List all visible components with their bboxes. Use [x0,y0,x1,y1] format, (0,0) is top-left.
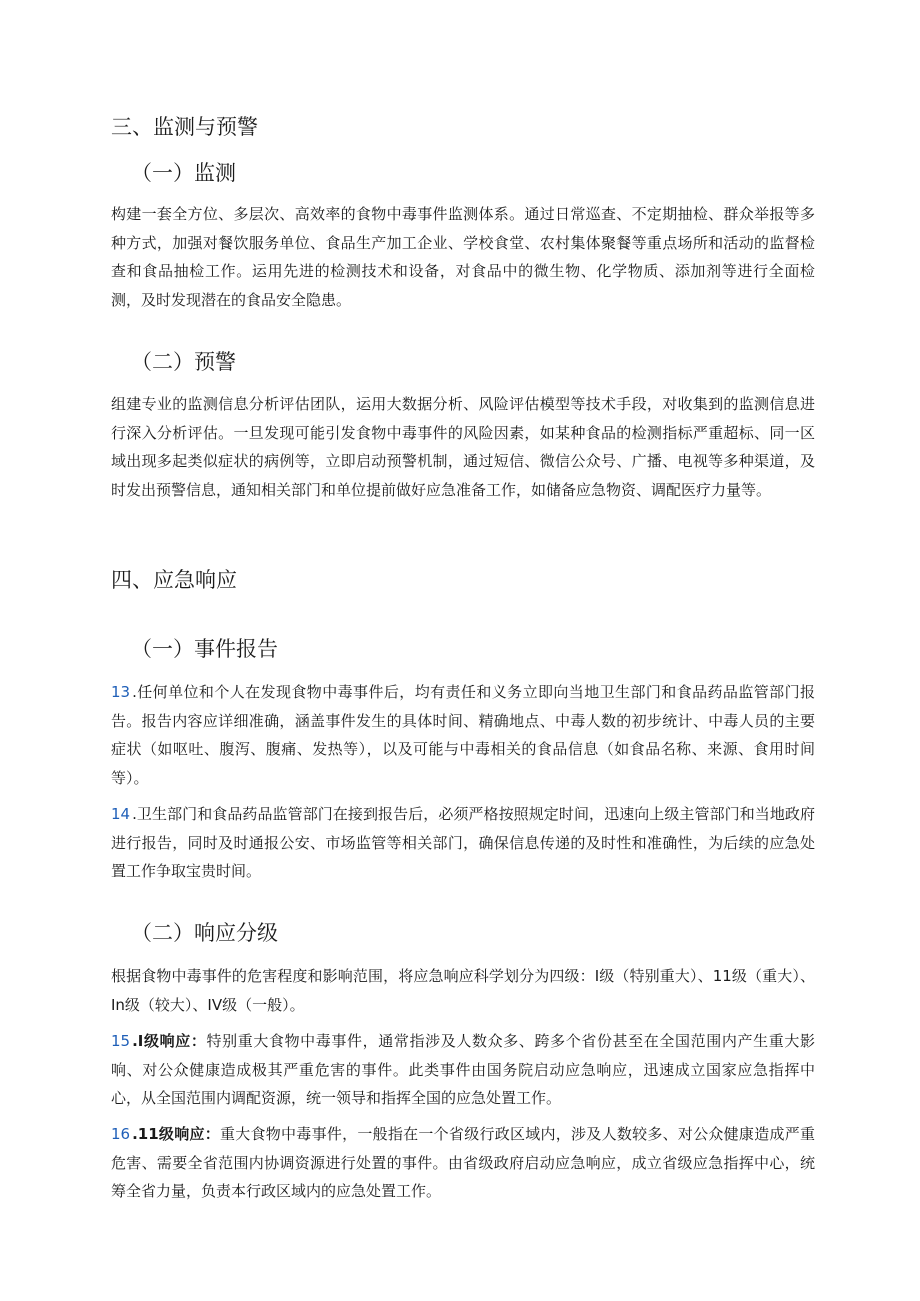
list-item-text: 特别重大食物中毒事件，通常指涉及人数众多、跨多个省份甚至在全国范围内产生重大影响、对公众健康造成极其严重危害的事件。此类事件由国务院启动应急响应，迅速成立国家应急指挥中心，从全国范围内调配资源，统一领导和指挥全国的应急处置工作。 [111,1032,815,1107]
list-item-text: .任何单位和个人在发现食物中毒事件后，均有责任和义务立即向当地卫生部门和食品药品监管部门报告。报告内容应详细准确，涵盖事件发生的具体时间、精确地点、中毒人数的初步统计、中毒人员的主要症状（如呕吐、腹泻、腹痛、发热等），以及可能与中毒相关的食品信息（如食品名称、来源、食用时间等）。 [111,683,815,787]
subheading-monitoring: （一）监测 [131,161,236,185]
subheading-event-report: （一）事件报告 [131,637,278,661]
list-item-lead: .I级响应： [132,1032,207,1050]
list-number: 15 [111,1032,131,1050]
list-number: 13 [111,683,131,701]
list-item-lead: .11级响应： [132,1125,220,1143]
paragraph-monitoring: 构建一套全方位、多层次、高效率的食物中毒事件监测体系。通过日常巡查、不定期抽检、群众举报等多种方式，加强对餐饮服务单位、食品生产加工企业、学校食堂、农村集体聚餐等重点场所和活动的监督检查和食品抽检工作。运用先进的检测技术和设备，对食品中的微生物、化学物质、添加剂等进行全面检测，及时发现潜在的食品安全隐患。 [111,205,815,309]
list-item-text: .卫生部门和食品药品监管部门在接到报告后，必须严格按照规定时间，迅速向上级主管部门和当地政府进行报告，同时及时通报公安、市场监管等相关部门，确保信息传递的及时性和准确性，为后续的应急处置工作争取宝贵时间。 [111,805,815,880]
list-item-13 [111,678,815,792]
paragraph-warning: 组建专业的监测信息分析评估团队，运用大数据分析、风险评估模型等技术手段，对收集到的监测信息进行深入分析评估。一旦发现可能引发食物中毒事件的风险因素，如某种食品的检测指标严重超标、同一区域出现多起类似症状的病例等，立即启动预警机制，通过短信、微信公众号、广播、电视等多种渠道，及时发出预警信息，通知相关部门和单位提前做好应急准备工作，如储备应急物资、调配医疗力量等。 [111,395,815,499]
section-heading-monitoring-warning: 三、监测与预警 [111,115,258,139]
list-number: 16 [111,1125,131,1143]
list-item-text: 重大食物中毒事件，一般指在一个省级行政区域内，涉及人数较多、对公众健康造成严重危害、需要全省范围内协调资源进行处置的事件。由省级政府启动应急响应，成立省级应急指挥中心，统筹全省力量，负责本行政区域内的应急处置工作。 [111,1125,815,1200]
list-item-14 [111,800,815,886]
subheading-response-levels: （二）响应分级 [131,921,278,945]
paragraph-response-levels-intro: 根据食物中毒事件的危害程度和影响范围，将应急响应科学划分为四级：I级（特别重大）、11级（重大）、In级（较大）、IV级（一般）。 [111,967,816,1014]
list-item-15 [111,1027,815,1113]
list-item-16 [111,1120,815,1206]
list-number: 14 [111,805,131,823]
section-heading-emergency-response: 四、应急响应 [111,568,237,592]
subheading-warning: （二）预警 [131,350,236,374]
